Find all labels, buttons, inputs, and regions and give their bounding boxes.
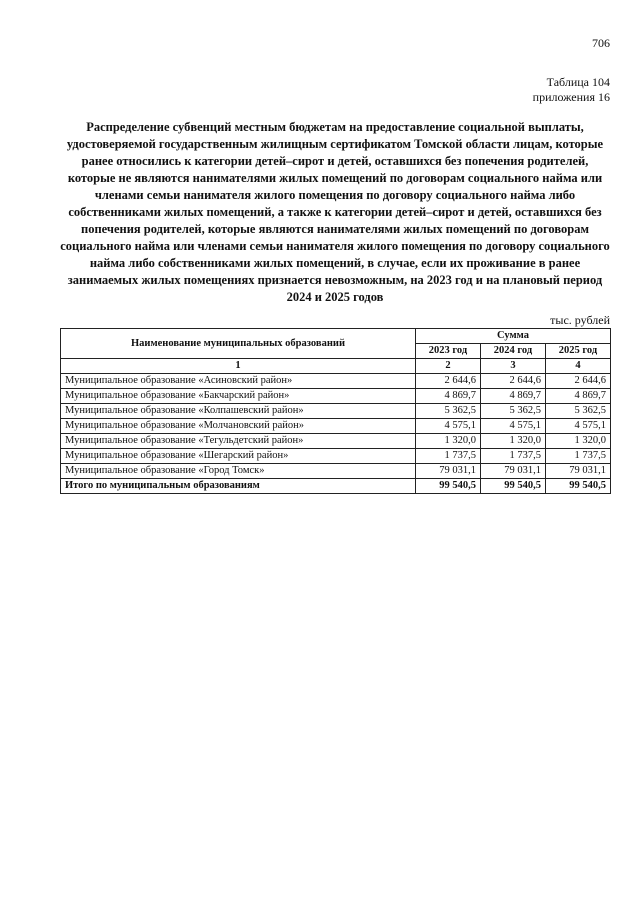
row-value-2023: 1 737,5 (416, 449, 481, 464)
row-name: Муниципальное образование «Шегарский район» (61, 449, 416, 464)
table-row (61, 404, 611, 419)
total-value-2023: 99 540,5 (416, 479, 481, 494)
row-value-2024: 1 320,0 (481, 434, 546, 449)
table-total-row (61, 479, 611, 494)
header-year-2025: 2025 год (546, 344, 611, 359)
table-reference-line2: приложения 16 (532, 90, 610, 104)
row-value-2025: 1 320,0 (546, 434, 611, 449)
row-value-2025: 79 031,1 (546, 464, 611, 479)
row-value-2024: 79 031,1 (481, 464, 546, 479)
row-value-2023: 4 869,7 (416, 389, 481, 404)
row-value-2025: 2 644,6 (546, 374, 611, 389)
row-value-2023: 1 320,0 (416, 434, 481, 449)
header-municipality: Наименование муниципальных образований (61, 329, 416, 359)
total-name: Итого по муниципальным образованиям (61, 479, 416, 494)
table-row (61, 449, 611, 464)
row-name: Муниципальное образование «Город Томск» (61, 464, 416, 479)
row-value-2025: 4 575,1 (546, 419, 611, 434)
distribution-table (60, 328, 611, 494)
row-value-2023: 79 031,1 (416, 464, 481, 479)
table-row (61, 419, 611, 434)
row-name: Муниципальное образование «Бакчарский район» (61, 389, 416, 404)
row-value-2023: 5 362,5 (416, 404, 481, 419)
column-numbers-row (61, 359, 611, 374)
row-value-2025: 1 737,5 (546, 449, 611, 464)
row-name: Муниципальное образование «Асиновский район» (61, 374, 416, 389)
table-row (61, 464, 611, 479)
header-year-2023: 2023 год (416, 344, 481, 359)
row-value-2024: 4 869,7 (481, 389, 546, 404)
header-sum: Сумма (416, 329, 611, 344)
row-name: Муниципальное образование «Колпашевский район» (61, 404, 416, 419)
row-value-2025: 5 362,5 (546, 404, 611, 419)
column-number: 3 (481, 359, 546, 374)
column-number: 2 (416, 359, 481, 374)
row-value-2024: 4 575,1 (481, 419, 546, 434)
row-value-2024: 5 362,5 (481, 404, 546, 419)
row-value-2024: 2 644,6 (481, 374, 546, 389)
row-value-2025: 4 869,7 (546, 389, 611, 404)
table-row (61, 434, 611, 449)
column-number: 1 (61, 359, 416, 374)
row-name: Муниципальное образование «Тегульдетский район» (61, 434, 416, 449)
units-label: тыс. рублей (550, 313, 610, 327)
table-reference (533, 75, 610, 105)
row-name: Муниципальное образование «Молчановский район» (61, 419, 416, 434)
page-number: 706 (592, 36, 610, 50)
total-value-2024: 99 540,5 (481, 479, 546, 494)
document-title: Распределение субвенций местным бюджетам на предоставление социальной выплаты, удостоверяемой государственным жилищным сертификатом Томской области лицам, которые ранее относились к категории детей–сирот и детей, оставшихся без попечения родителей, которые не являются нанимателями жилых помещений по договорам социального найма или членами семьи нанимателя жилого помещения по договору социального найма либо собственниками жилых помещений, а также к категории детей–сирот и детей, оставшихся без попечения родителей, которые являются нанимателями жилых помещений по договорам социального найма или членами семьи нанимателя жилого помещения по договору социального найма либо собственниками жилых помещений, в случае, если их проживание в ранее занимаемых жилых помещениях признается невозможным, на 2023 год и на плановый период 2024 и 2025 годов (60, 120, 610, 304)
row-value-2023: 2 644,6 (416, 374, 481, 389)
total-value-2025: 99 540,5 (546, 479, 611, 494)
header-year-2024: 2024 год (481, 344, 546, 359)
table-reference-line1: Таблица 104 (546, 75, 610, 89)
column-number: 4 (546, 359, 611, 374)
table-header-row (61, 329, 611, 344)
row-value-2024: 1 737,5 (481, 449, 546, 464)
table-row (61, 374, 611, 389)
row-value-2023: 4 575,1 (416, 419, 481, 434)
table-row (61, 389, 611, 404)
